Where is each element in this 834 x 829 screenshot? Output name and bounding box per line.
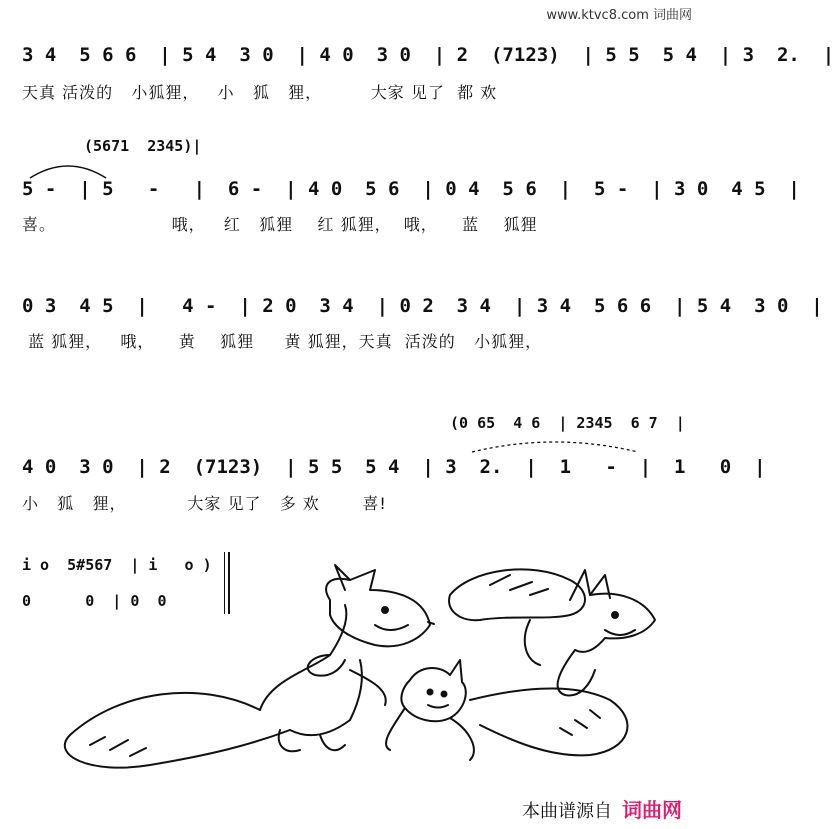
score-row-1-lyrics: 天真 活泼的 小狐狸， 小 狐 狸， 大家 见了 都 欢 <box>22 83 498 102</box>
score-row-5-notes-2: 0 0 | 0 0 <box>22 592 167 610</box>
score-row-4-notes: 4 0 3 0 | 2 (7123) | 5 5 5 4 | 3 2. | 1 - | 1 0 | <box>22 456 766 478</box>
score-row-2-notes: 5 - | 5 - | 6 - | 4 0 5 6 | 0 4 5 6 | 5 - | 3 0 4 5 | <box>22 178 800 200</box>
score-row-1-notes: 3 4 5 6 6 | 5 4 3 0 | 4 0 3 0 | 2 (7123) | 5 5 5 4 | 3 2. | <box>22 44 834 66</box>
score-row-4-lyrics: 小 狐 狸， 大家 见了 多 欢 喜! <box>22 494 387 513</box>
tie-mark <box>470 436 640 456</box>
score-row-5-notes: i o 5#567 | i o ) <box>22 556 212 574</box>
slur-mark <box>28 160 108 182</box>
score-row-4-ornament: (0 65 4 6 | 2345 6 7 | <box>450 414 685 432</box>
footer-brand[interactable]: 词曲网 <box>622 798 682 822</box>
footer-prefix: 本曲谱源自 <box>522 801 612 822</box>
footer <box>522 794 682 823</box>
fox-illustration <box>30 560 670 790</box>
score-row-2-ornament: (5671 2345)| <box>84 137 202 155</box>
watermark: www.ktvc8.com 词曲网 <box>546 8 692 23</box>
score-row-3-notes: 0 3 4 5 | 4 - | 2 0 3 4 | 0 2 3 4 | 3 4 5 6 6 | 5 4 3 0 | <box>22 295 823 317</box>
score-row-2-lyrics: 喜。 哦， 红 狐狸 红 狐狸， 哦， 蓝 狐狸 <box>22 215 538 234</box>
score-row-3-lyrics: 蓝 狐狸， 哦， 黄 狐狸 黄 狐狸，天真 活泼的 小狐狸， <box>22 332 543 351</box>
